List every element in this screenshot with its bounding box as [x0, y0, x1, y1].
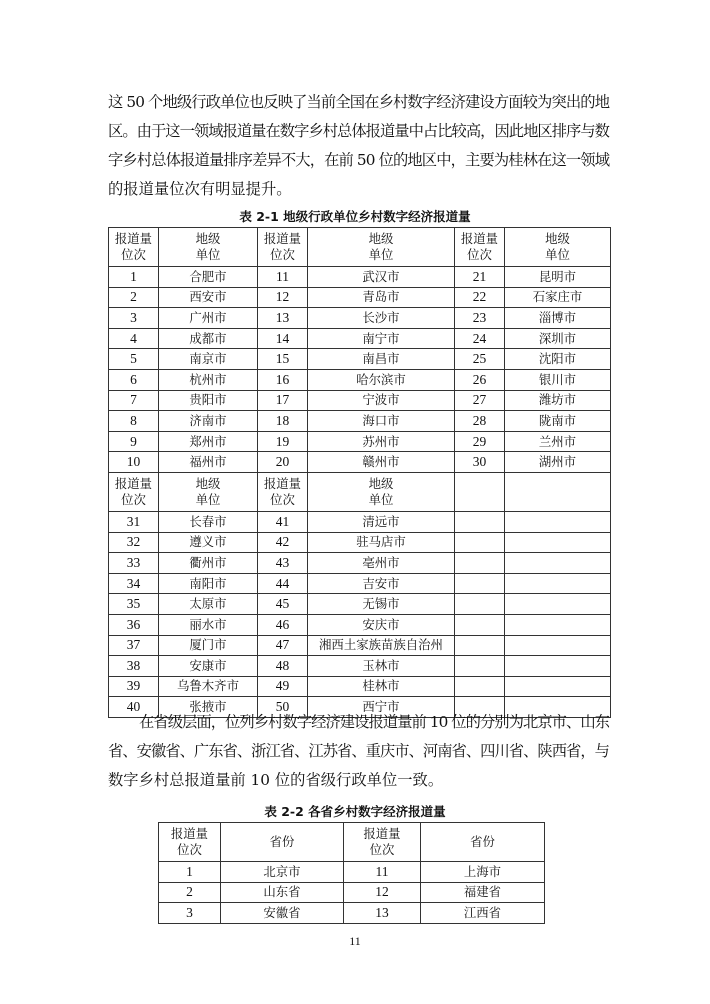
rank-cell: 32	[109, 532, 159, 553]
unit-header-text: 单位	[545, 247, 570, 262]
table-row	[109, 532, 611, 553]
empty-cell	[505, 635, 611, 656]
rank-header-text: 位次	[467, 247, 492, 262]
empty-cell	[505, 553, 611, 574]
rank-cell: 24	[455, 328, 505, 349]
province-cell: 北京市	[221, 862, 344, 883]
rank-cell: 35	[109, 594, 159, 615]
rank-cell: 31	[109, 511, 159, 532]
city-cell: 安庆市	[308, 614, 455, 635]
paragraph-line: 区。由于这一领域报道量在数字乡村总体报道量中占比较高，因此地区排序与数	[108, 122, 609, 140]
unit-header-text: 地级	[368, 231, 394, 246]
empty-cell	[505, 594, 611, 615]
table-row	[109, 411, 611, 432]
city-cell: 厦门市	[159, 635, 258, 656]
rank-cell: 14	[258, 328, 308, 349]
province-cell: 山东省	[221, 882, 344, 903]
city-cell: 西安市	[159, 287, 258, 308]
city-cell: 哈尔滨市	[308, 369, 455, 390]
city-cell: 安康市	[159, 656, 258, 677]
rank-cell: 3	[159, 903, 221, 924]
page-number: 11	[349, 934, 361, 948]
rank-cell: 29	[455, 431, 505, 452]
rank-header	[258, 228, 308, 267]
rank-cell: 6	[109, 369, 159, 390]
rank-header	[455, 228, 505, 267]
unit-header	[308, 228, 455, 267]
city-cell: 乌鲁木齐市	[159, 676, 258, 697]
city-cell: 杭州市	[159, 369, 258, 390]
rank-cell: 23	[455, 308, 505, 329]
rank-header-text: 位次	[121, 247, 146, 262]
empty-cell	[505, 511, 611, 532]
rank-cell: 41	[258, 511, 308, 532]
rank-cell: 1	[159, 862, 221, 883]
table-row	[109, 676, 611, 697]
city-cell: 丽水市	[159, 614, 258, 635]
city-cell: 无锡市	[308, 594, 455, 615]
rank-header-text: 位次	[369, 842, 395, 857]
rank-cell: 38	[109, 656, 159, 677]
paragraph-line: 的报道量位次有明显提升。	[108, 180, 292, 198]
rank-cell: 20	[258, 452, 308, 473]
rank-cell: 13	[258, 308, 308, 329]
rank-header	[109, 472, 159, 511]
empty-cell	[455, 573, 505, 594]
rank-cell: 36	[109, 614, 159, 635]
rank-cell: 22	[455, 287, 505, 308]
city-cell: 沈阳市	[505, 349, 611, 370]
city-cell: 太原市	[159, 594, 258, 615]
rank-cell: 18	[258, 411, 308, 432]
rank-cell: 42	[258, 532, 308, 553]
rank-header	[344, 823, 421, 862]
rank-header-text: 报道量	[363, 826, 401, 841]
rank-header-text: 报道量	[263, 231, 302, 246]
city-cell: 石家庄市	[505, 287, 611, 308]
unit-header	[159, 228, 258, 267]
table-row	[109, 594, 611, 615]
city-cell: 贵阳市	[159, 390, 258, 411]
rank-cell: 43	[258, 553, 308, 574]
rank-cell: 27	[455, 390, 505, 411]
unit-header-text: 地级	[368, 475, 394, 491]
table-2-caption: 表 2-2 各省乡村数字经济报道量	[264, 804, 446, 819]
city-cell: 兰州市	[505, 431, 611, 452]
city-cell: 南宁市	[308, 328, 455, 349]
rank-cell: 10	[109, 452, 159, 473]
city-cell: 衢州市	[159, 553, 258, 574]
city-cell: 深圳市	[505, 328, 611, 349]
city-cell: 湘西土家族苗族自治州	[308, 635, 455, 656]
province-header	[221, 823, 344, 862]
rank-cell: 3	[109, 308, 159, 329]
table-header-row	[159, 823, 545, 862]
city-cell: 张掖市	[159, 697, 258, 718]
province-header-text: 省份	[269, 834, 295, 849]
rank-cell: 17	[258, 390, 308, 411]
table-2	[158, 822, 545, 924]
city-cell: 南阳市	[159, 573, 258, 594]
rank-cell: 19	[258, 431, 308, 452]
paragraph-line: 在省级层面，位列乡村数字经济建设报道量前 10 位的分别为北京市、山东	[139, 713, 610, 731]
unit-header-text: 地级	[195, 231, 221, 246]
rank-cell: 48	[258, 656, 308, 677]
unit-header-text: 单位	[195, 247, 221, 262]
table-row	[109, 452, 611, 473]
rank-cell: 25	[455, 349, 505, 370]
table-row	[109, 614, 611, 635]
paragraph-intro	[108, 88, 610, 204]
unit-header-text: 单位	[368, 247, 394, 262]
table-row	[159, 862, 545, 883]
city-cell: 成都市	[159, 328, 258, 349]
city-cell: 福州市	[159, 452, 258, 473]
province-cell: 福建省	[421, 882, 545, 903]
rank-cell: 30	[455, 452, 505, 473]
city-cell: 亳州市	[308, 553, 455, 574]
province-cell: 安徽省	[221, 903, 344, 924]
unit-header-text: 单位	[368, 491, 394, 507]
city-cell: 西宁市	[308, 697, 455, 718]
city-cell: 淄博市	[505, 308, 611, 329]
table-row	[109, 287, 611, 308]
rank-cell: 21	[455, 267, 505, 288]
city-cell: 昆明市	[505, 267, 611, 288]
rank-cell: 16	[258, 369, 308, 390]
table-row	[109, 431, 611, 452]
rank-header	[258, 472, 308, 511]
rank-header	[109, 228, 159, 267]
city-cell: 宁波市	[308, 390, 455, 411]
table-row	[159, 903, 545, 924]
table-1	[108, 227, 611, 718]
rank-cell: 45	[258, 594, 308, 615]
rank-cell: 2	[109, 287, 159, 308]
empty-cell	[455, 472, 505, 511]
rank-header-text: 报道量	[114, 231, 153, 246]
rank-cell: 34	[109, 573, 159, 594]
rank-cell: 49	[258, 676, 308, 697]
rank-header-text: 位次	[177, 842, 202, 857]
city-cell: 苏州市	[308, 431, 455, 452]
city-cell: 合肥市	[159, 267, 258, 288]
rank-header-text: 报道量	[263, 475, 302, 491]
empty-cell	[505, 656, 611, 677]
rank-cell: 11	[258, 267, 308, 288]
table-row	[109, 328, 611, 349]
city-cell: 青岛市	[308, 287, 455, 308]
rank-cell: 8	[109, 411, 159, 432]
rank-cell: 37	[109, 635, 159, 656]
table-row	[109, 390, 611, 411]
table-row	[109, 308, 611, 329]
paragraph-line: 省、安徽省、广东省、浙江省、江苏省、重庆市、河南省、四川省、陕西省，与	[108, 742, 609, 760]
city-cell: 桂林市	[308, 676, 455, 697]
city-cell: 吉安市	[308, 573, 455, 594]
table-header-row	[109, 228, 611, 267]
table-row	[109, 656, 611, 677]
table-row	[109, 349, 611, 370]
rank-cell: 33	[109, 553, 159, 574]
city-cell: 武汉市	[308, 267, 455, 288]
city-cell: 银川市	[505, 369, 611, 390]
paragraph-line: 这 50 个地级行政单位也反映了当前全国在乡村数字经济建设方面较为突出的地	[108, 93, 610, 111]
rank-cell: 39	[109, 676, 159, 697]
table-row	[109, 511, 611, 532]
paragraph-line: 字乡村总体报道量排序差异不大，在前 50 位的地区中，主要为桂林在这一领域	[108, 151, 610, 169]
rank-header-text: 位次	[121, 491, 146, 507]
province-cell: 江西省	[421, 903, 545, 924]
empty-cell	[455, 676, 505, 697]
empty-cell	[505, 532, 611, 553]
empty-cell	[455, 532, 505, 553]
paragraph-provincial	[108, 708, 610, 795]
unit-header-text: 地级	[545, 231, 570, 246]
unit-header-text: 单位	[195, 491, 221, 507]
city-cell: 长沙市	[308, 308, 455, 329]
table-row	[109, 369, 611, 390]
empty-cell	[505, 472, 611, 511]
rank-cell: 11	[344, 862, 421, 883]
city-cell: 赣州市	[308, 452, 455, 473]
province-header-text: 省份	[470, 834, 495, 849]
rank-header-text: 位次	[270, 247, 295, 262]
empty-cell	[455, 614, 505, 635]
rank-cell: 26	[455, 369, 505, 390]
unit-header-text: 地级	[195, 475, 221, 491]
rank-cell: 9	[109, 431, 159, 452]
empty-cell	[455, 635, 505, 656]
unit-header	[505, 228, 611, 267]
rank-cell: 15	[258, 349, 308, 370]
rank-cell: 50	[258, 697, 308, 718]
province-header	[421, 823, 545, 862]
rank-cell: 1	[109, 267, 159, 288]
province-cell: 上海市	[421, 862, 545, 883]
city-cell: 海口市	[308, 411, 455, 432]
city-cell: 玉林市	[308, 656, 455, 677]
rank-cell: 44	[258, 573, 308, 594]
empty-cell	[455, 511, 505, 532]
city-cell: 清远市	[308, 511, 455, 532]
city-cell: 陇南市	[505, 411, 611, 432]
rank-header-text: 位次	[270, 491, 295, 507]
rank-cell: 40	[109, 697, 159, 718]
empty-cell	[505, 573, 611, 594]
empty-cell	[505, 676, 611, 697]
rank-cell: 28	[455, 411, 505, 432]
unit-header	[159, 472, 258, 511]
rank-header-text: 报道量	[170, 826, 209, 841]
rank-cell: 2	[159, 882, 221, 903]
rank-header	[159, 823, 221, 862]
rank-cell: 46	[258, 614, 308, 635]
city-cell: 郑州市	[159, 431, 258, 452]
rank-header-text: 报道量	[114, 475, 153, 491]
rank-header-text: 报道量	[460, 231, 499, 246]
city-cell: 广州市	[159, 308, 258, 329]
city-cell: 南昌市	[308, 349, 455, 370]
rank-cell: 13	[344, 903, 421, 924]
table-header-row	[109, 472, 611, 511]
city-cell: 潍坊市	[505, 390, 611, 411]
empty-cell	[455, 656, 505, 677]
rank-cell: 5	[109, 349, 159, 370]
rank-cell: 4	[109, 328, 159, 349]
empty-cell	[455, 553, 505, 574]
city-cell: 南京市	[159, 349, 258, 370]
empty-cell	[455, 594, 505, 615]
table-row	[109, 267, 611, 288]
unit-header	[308, 472, 455, 511]
table-row	[109, 573, 611, 594]
rank-cell: 12	[344, 882, 421, 903]
paragraph-line: 数字乡村总报道量前 10 位的省级行政单位一致。	[108, 771, 444, 789]
table-1-caption: 表 2-1 地级行政单位乡村数字经济报道量	[239, 209, 471, 224]
city-cell: 济南市	[159, 411, 258, 432]
city-cell: 驻马店市	[308, 532, 455, 553]
rank-cell: 7	[109, 390, 159, 411]
rank-cell: 47	[258, 635, 308, 656]
city-cell: 湖州市	[505, 452, 611, 473]
table-row	[109, 635, 611, 656]
rank-cell: 12	[258, 287, 308, 308]
city-cell: 遵义市	[159, 532, 258, 553]
table-row	[159, 882, 545, 903]
empty-cell	[505, 614, 611, 635]
table-row	[109, 553, 611, 574]
city-cell: 长春市	[159, 511, 258, 532]
